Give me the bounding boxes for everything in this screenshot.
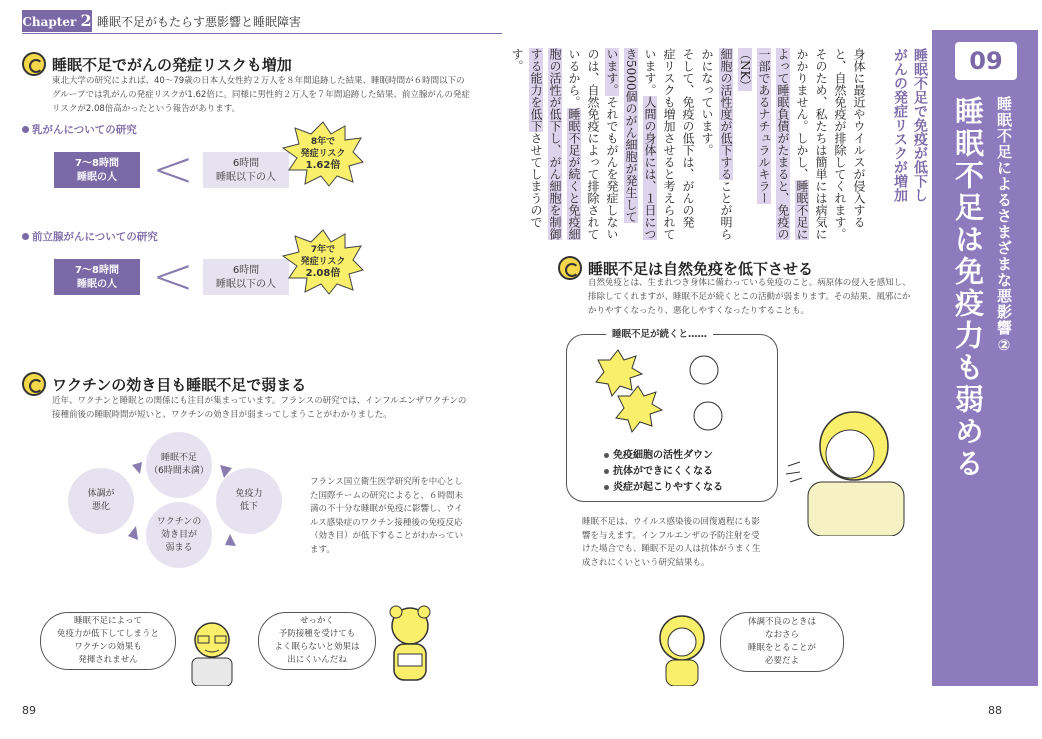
chapter-number: 2 xyxy=(80,11,92,30)
section2-body: 近年、ワクチンと睡眠との関係にも注目が集まっています。フランスの研究では、インフルエンザワクチンの接種前後の睡眠時間が短いと、ワクチンの効き目が弱まってしまうことがわかりました。 xyxy=(52,396,467,420)
study2-right-box: 6時間 睡眠以下の人 xyxy=(203,259,289,295)
sidebar-subtitle: 睡眠不足によるさまざまな悪影響② xyxy=(995,96,1013,355)
study1-label: 乳がんについての研究 xyxy=(22,122,137,137)
right-note: 睡眠不足は、ウイルス感染後の回復過程にも影響を与えます。インフルエンザの予防注射を受けた場合でも、睡眠不足の人は抗体がうまく生成されにくいという研究結果も。 xyxy=(582,517,761,568)
speech-bubble-1: 睡眠不足によって 免疫力が低下してしまうと ワクチンの効果も 発揮されません xyxy=(40,612,176,670)
bear-character-icon xyxy=(384,604,436,686)
study1-burst-text: 8年で 発症リスク 1.62倍 xyxy=(300,137,346,171)
speech-bubble-2: せっかく 予防接種を受けても よく眠らないと効果は 出にくいんだね xyxy=(258,612,376,670)
sleep-icon xyxy=(22,372,46,396)
woman-character-icon xyxy=(652,610,712,686)
study2-burst-text: 7年で 発症リスク 2.08倍 xyxy=(300,245,346,279)
running-head: 睡眠不足がもたらす悪影響と睡眠障害 xyxy=(97,15,302,29)
man-character-icon xyxy=(184,614,240,686)
study1-right-box: 6時間 睡眠以下の人 xyxy=(203,152,289,188)
less-than-icon: < xyxy=(152,247,194,305)
immune-cells-icon xyxy=(594,346,754,446)
vertical-heading: 睡眠不足で免疫が低下し がんの発症リスクが増加 xyxy=(892,48,928,202)
bullet-dot-icon xyxy=(22,233,29,240)
section2-title: ワクチンの効き目も睡眠不足で弱まる xyxy=(52,376,307,394)
header-rule xyxy=(22,33,502,34)
page-number-left: 89 xyxy=(22,704,36,717)
section-number-tag: 09 xyxy=(955,42,1017,80)
cycle-node-immunity: 免疫力 低下 xyxy=(216,468,282,534)
section3-body: 自然免疫とは、生まれつき身体に備わっている免疫のこと。病原体の侵入を感知し、排除してくれますが、睡眠不足が続くとこの活動が弱まります。その結果、風邪にかかりやすくなったり、悪化しやすくなったりすることも。 xyxy=(588,278,911,316)
illustration-bullets: 免疫細胞の活性ダウン 抗体ができにくくなる 炎症が起こりやすくなる xyxy=(604,448,723,496)
vertical-body: 身体に最近やウイルスが侵入する と、自然免疫が排除してくれます。 そのため、私たちは簡単には病気に かかりません。しかし、睡眠不足に よって睡眠負債がたまると、免疫の 一部であるナチュラルキラー（NK） 細胞の活性度が低下することが明ら かになっています。 そして、免疫の低下は、がんの発 症リスクも増加させると考えられて います。人間の身体には、１日につ き5000個のがん細胞が発生して います。それでもがんを発症しない のは、自然免疫によって排除されて いるから。睡眠不足が続くと免疫細 胞の活性が低下し、がん細胞を制御 する能力を低下させてしまうのです。 xyxy=(510,48,866,240)
study2-left-box: 7～8時間 睡眠の人 xyxy=(54,259,140,295)
chapter-word: Chapter xyxy=(22,15,77,29)
bullet-dot-icon xyxy=(22,126,29,133)
cycle-arrows-icon xyxy=(60,430,290,570)
chapter-tag xyxy=(22,10,92,32)
section3-title: 睡眠不足は自然免疫を低下させる xyxy=(588,260,814,278)
section1-title: 睡眠不足でがんの発症リスクも増加 xyxy=(52,56,292,74)
less-than-icon: < xyxy=(152,140,194,198)
cycle-node-vaccine: ワクチンの 効き目が 弱まる xyxy=(146,502,212,568)
study2-label: 前立腺がんについての研究 xyxy=(22,229,158,244)
section2-side-note: フランス国立衛生医学研究所を中心とした国際チームの研究によると、６時間未満の不十分な睡眠が免疫に影響し、ウイルス感染症のワクチン接種後の免疫反応（効き目）が低下することがわかっています。 xyxy=(310,477,464,555)
cycle-node-health: 体調が 悪化 xyxy=(68,468,134,534)
coughing-person-icon xyxy=(778,396,908,536)
illustration-caption: 睡眠不足が続くと…… xyxy=(606,326,713,340)
page-number-right: 88 xyxy=(988,704,1002,717)
sidebar-title: 睡眠不足は免疫力も弱める xyxy=(951,96,985,480)
cycle-node-sleep: 睡眠不足 （6時間未満） xyxy=(146,432,212,498)
section1-body: 東北大学の研究によれば、40～79歳の日本人女性約２万人を８年間追跡した結果、睡眠時間が６時間以下のグループでは乳がんの発症リスクが1.62倍に。同様に男性約２万人を７年間追跡した結果、前立腺がんの発症リスクが2.08倍高かったという報告があります。 xyxy=(52,76,470,114)
speech-bubble-3: 体調不良のときは なおさら 睡眠をとることが 必要だよ xyxy=(720,612,844,672)
sleep-icon xyxy=(558,256,582,280)
sleep-icon xyxy=(22,52,46,76)
study1-left-box: 7～8時間 睡眠の人 xyxy=(54,152,140,188)
